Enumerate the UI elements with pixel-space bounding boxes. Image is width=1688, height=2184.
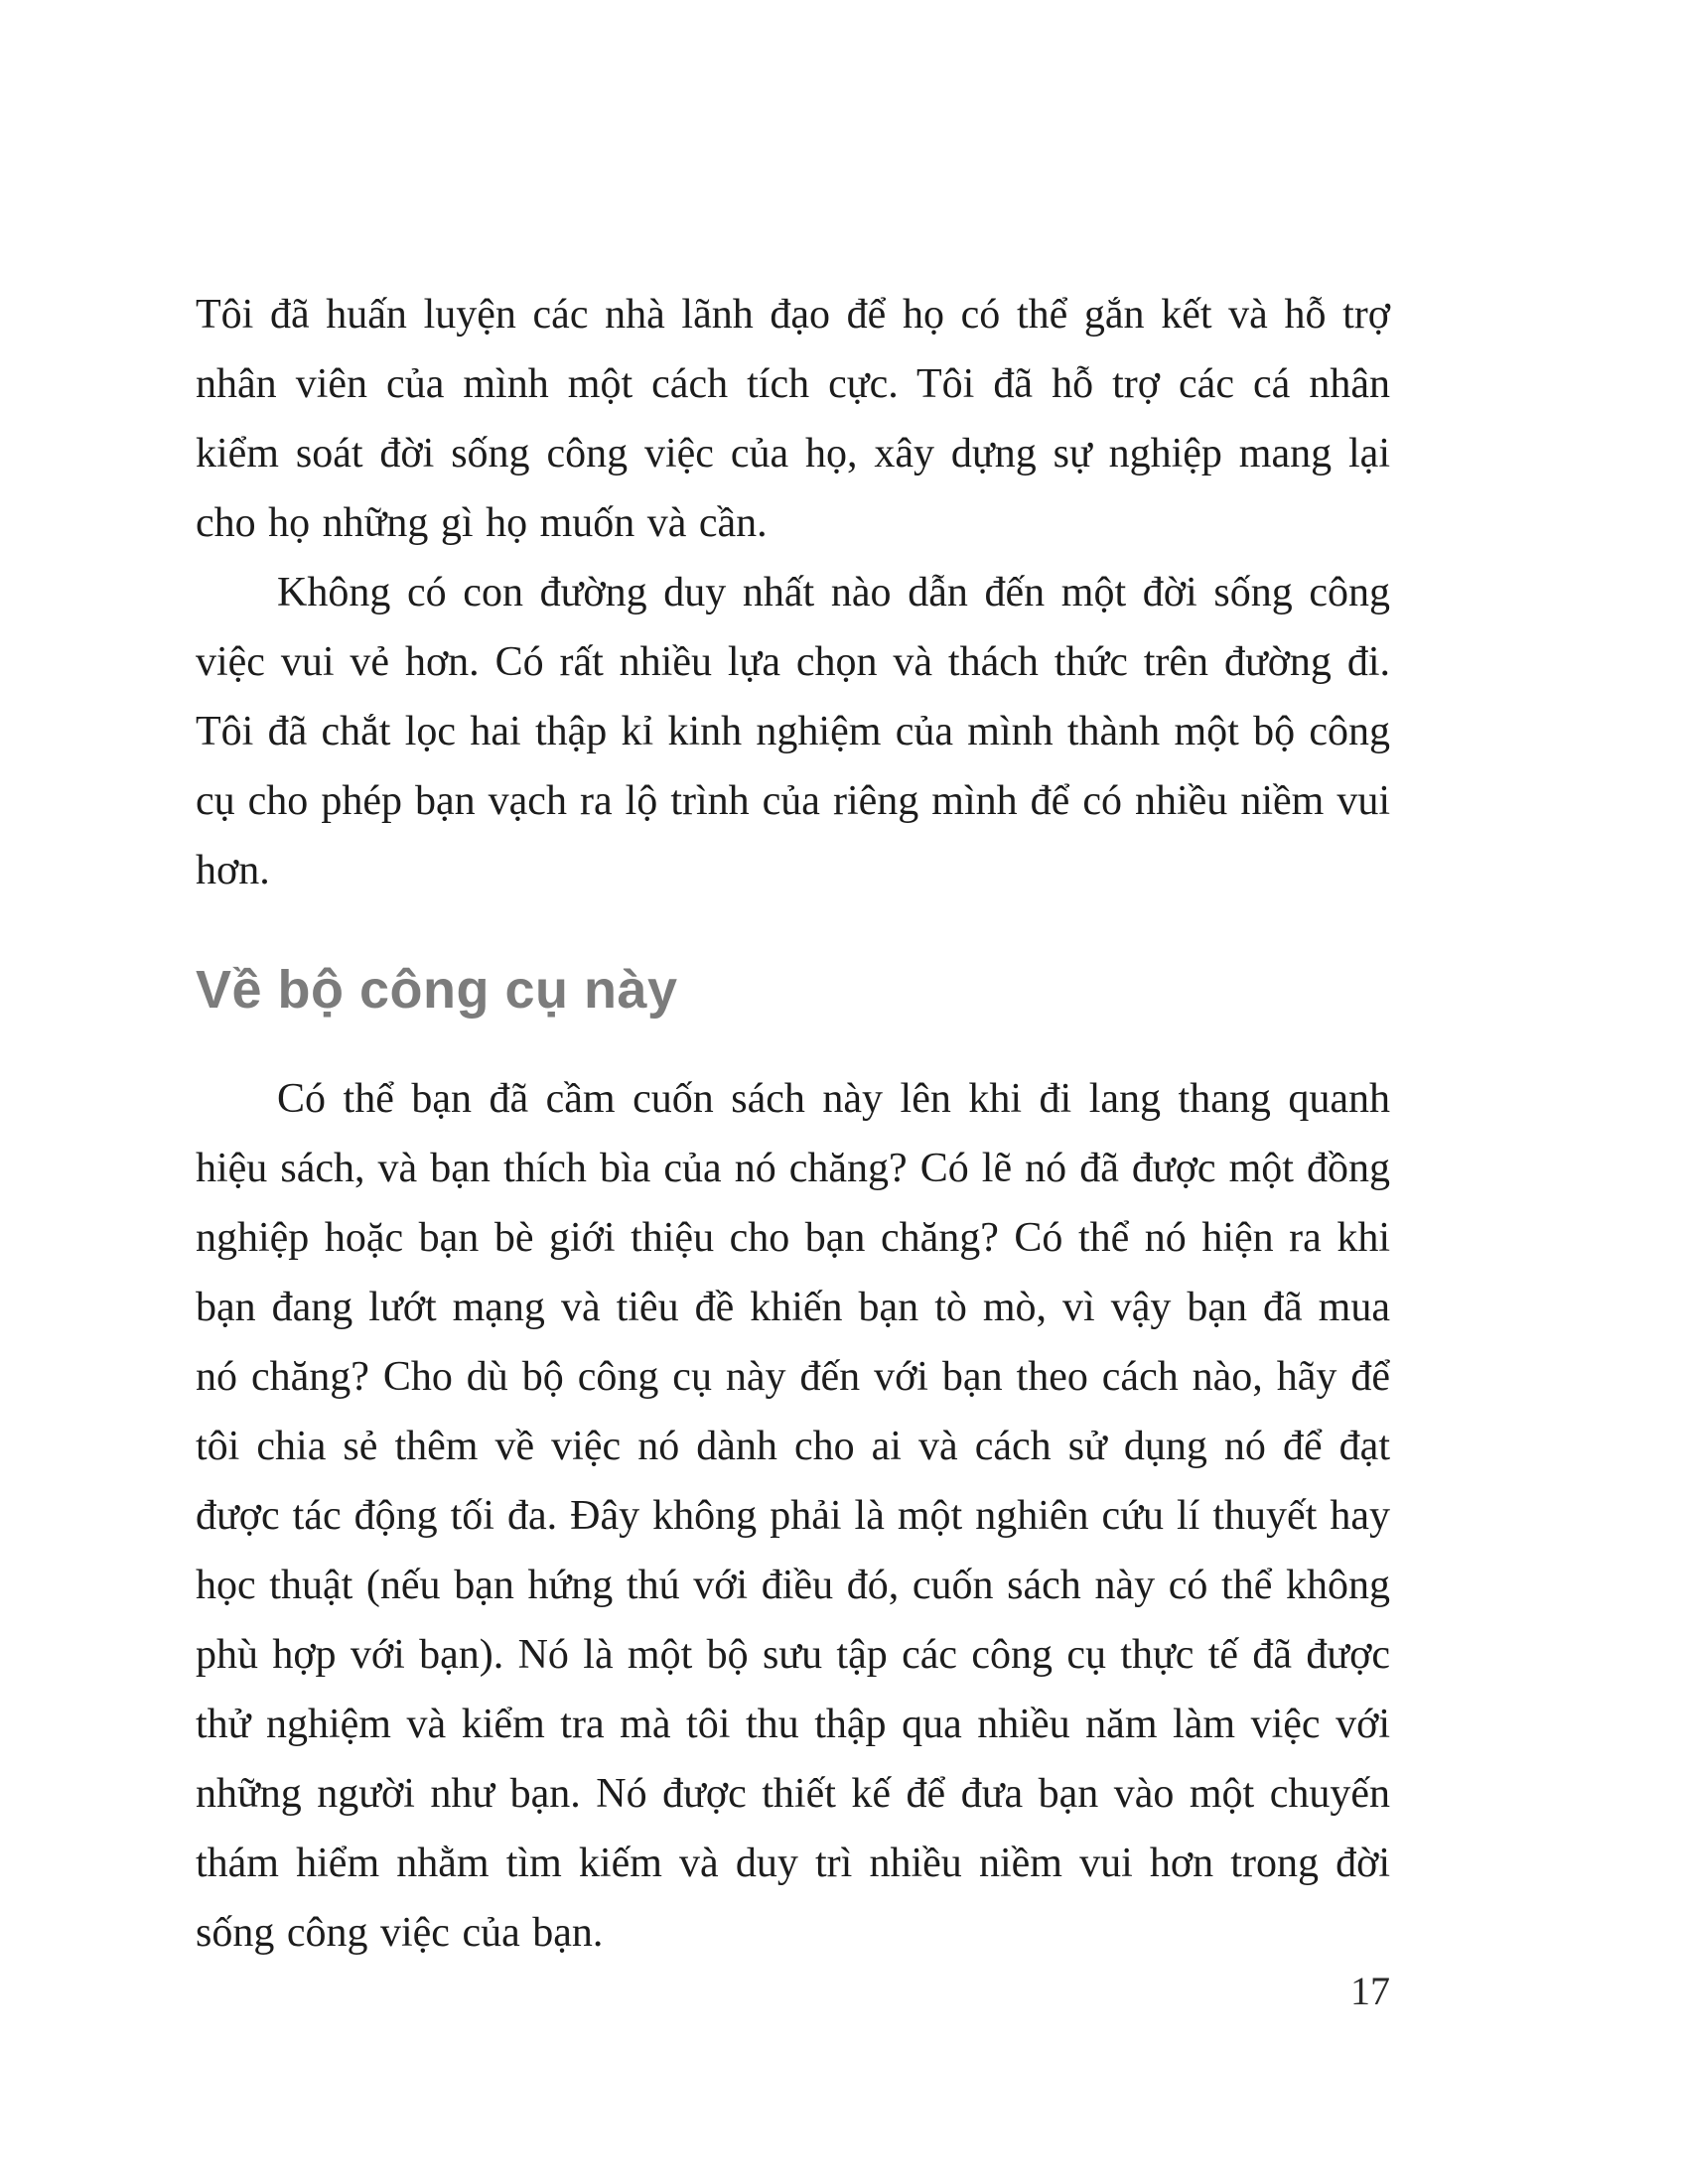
paragraph-no-single-path: Không có con đường duy nhất nào dẫn đến một đời sống công việc vui vẻ hơn. Có rất nhiều lựa chọn và thách thức trên đường đi. Tôi đã chắt lọc hai thập kỉ kinh nghiệm của mình thành một bộ công cụ cho phép bạn vạch ra lộ trình của riêng mình để có nhiều niềm vui hơn. xyxy=(196,570,1390,893)
page-number: 17 xyxy=(1350,1969,1390,2013)
paragraph-training-leaders: Tôi đã huấn luyện các nhà lãnh đạo để họ có thể gắn kết và hỗ trợ nhân viên của mình một cách tích cực. Tôi đã hỗ trợ các cá nhân kiểm soát đời sống công việc của họ, xây dựng sự nghiệp mang lại cho họ những gì họ muốn và cần. xyxy=(196,292,1390,546)
section-heading-about-toolkit: Về bộ công cụ này xyxy=(196,960,678,1020)
paragraph-how-you-found-book: Có thể bạn đã cầm cuốn sách này lên khi đi lang thang quanh hiệu sách, và bạn thích bìa của nó chăng? Có lẽ nó đã được một đồng nghiệp hoặc bạn bè giới thiệu cho bạn chăng? Có thể nó hiện ra khi bạn đang lướt mạng và tiêu đề khiến bạn tò mò, vì vậy bạn đã mua nó chăng? Cho dù bộ công cụ này đến với bạn theo cách nào, hãy để tôi chia sẻ thêm về việc nó dành cho ai và cách sử dụng nó để đạt được tác động tối đa. Đây không phải là một nghiên cứu lí thuyết hay học thuật (nếu bạn hứng thú với điều đó, cuốn sách này có thể không phù hợp với bạn). Nó là một bộ sưu tập các công cụ thực tế đã được thử nghiệm và kiểm tra mà tôi thu thập qua nhiều năm làm việc với những người như bạn. Nó được thiết kế để đưa bạn vào một chuyến thám hiểm nhằm tìm kiếm và duy trì nhiều niềm vui hơn trong đời sống công việc của bạn. xyxy=(196,1076,1390,1956)
text-block xyxy=(196,280,1390,1968)
